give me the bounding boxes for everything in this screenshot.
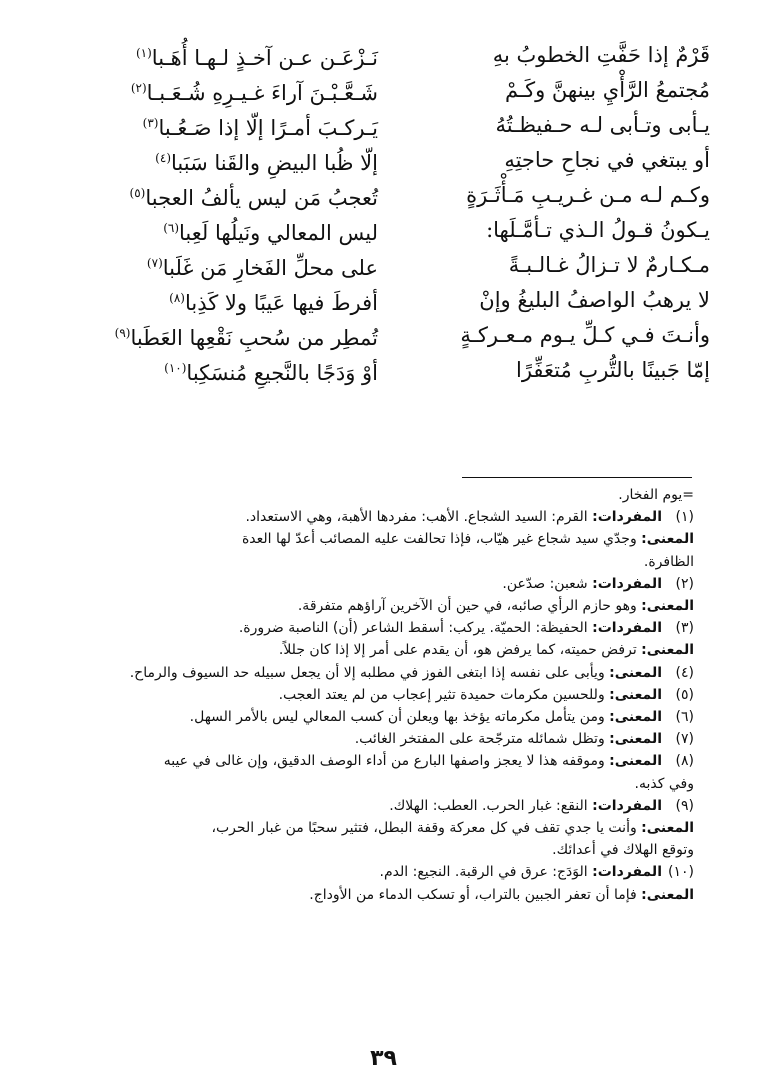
note-text: وجدّي سيد شجاع غير هيّاب، فإذا تحالفت عليه المصائب أعدّ لها العدة bbox=[241, 531, 642, 548]
verse-10 bbox=[70, 353, 710, 388]
footnote-marker: (٧) bbox=[146, 255, 163, 270]
footnote-marker: (١٠) bbox=[164, 360, 187, 375]
note-text: وموقفه هذا لا يعجز واصفها البارع من أداء الوصف الدقيق، وإن غالى في عيبه bbox=[163, 753, 610, 770]
footnote-number: (٣) bbox=[675, 620, 694, 637]
footnote-6 bbox=[60, 706, 694, 728]
verse-second-hemistich bbox=[70, 316, 378, 356]
hemistich-text: يَـركـبَ أمـرًا إلّا إذا صَـعُـبا bbox=[158, 115, 378, 140]
hemistich-text: ليس المعالي ونَيلُها لَعِبا bbox=[179, 220, 378, 245]
note-line bbox=[60, 861, 694, 883]
note-text: ترفض حميته، كما يرفض هو، أن يقدم على أمر إلا إذا كان جللاً. bbox=[278, 642, 642, 659]
verse-first-hemistich: مـكـارمٌ لا تـزالُ غـالـبـةً bbox=[508, 253, 710, 277]
footnote-continuation bbox=[60, 484, 694, 506]
verse-second-hemistich bbox=[70, 71, 378, 111]
footnote-marker: (٥) bbox=[129, 185, 146, 200]
note-line bbox=[60, 884, 694, 906]
footnote-separator bbox=[462, 477, 692, 478]
verse-first-hemistich: لا يرهبُ الواصفُ البليغُ وإنْ bbox=[479, 288, 710, 312]
hemistich-text: نَـزْعَـن عـن آخـذٍ لـهـا أُهَـبا bbox=[151, 45, 378, 70]
note-line bbox=[60, 684, 694, 706]
footnotes bbox=[60, 484, 694, 906]
footnote-marker: (٢) bbox=[130, 80, 147, 95]
note-line bbox=[60, 728, 694, 750]
note-line bbox=[60, 706, 694, 728]
verse-6 bbox=[70, 213, 710, 248]
footnote-10-vocab bbox=[60, 861, 694, 883]
note-label: المفردات: bbox=[592, 575, 662, 592]
verse-second-hemistich bbox=[70, 211, 378, 251]
poem bbox=[70, 38, 710, 388]
verse-4 bbox=[70, 143, 710, 178]
footnote-1-meaning bbox=[60, 528, 694, 572]
verse-second-hemistich bbox=[70, 36, 378, 76]
note-label: المفردات: bbox=[592, 620, 662, 637]
note-line bbox=[60, 617, 694, 639]
hemistich-text: تُعجبُ مَن ليس يألفُ العجبا bbox=[145, 185, 378, 210]
verse-first-hemistich: وأنـتَ فـي كـلِّ يـوم مـعـركـةٍ bbox=[460, 323, 710, 347]
footnote-10-meaning bbox=[60, 884, 694, 906]
verse-7 bbox=[70, 248, 710, 283]
footnote-marker: (٤) bbox=[155, 150, 171, 165]
footnote-marker: (٨) bbox=[169, 290, 185, 305]
verse-first-hemistich: مُجتمعُ الرَّأْيِ بينهنَّ وكَـمْ bbox=[504, 78, 710, 102]
note-text: ويأبى على نفسه إذا ابتغى الفوز في مطلبه إلا أن يجعل سبيله حد السيوف والرماح. bbox=[129, 664, 610, 681]
footnote-marker: (١) bbox=[135, 45, 152, 60]
note-line-cont: وتوقع الهلاك في أعدائك. bbox=[552, 842, 694, 859]
note-label: المفردات: bbox=[592, 864, 662, 881]
note-label: المعنى: bbox=[609, 686, 662, 703]
hemistich-text: على محلِّ الفَخارِ مَن غَلَبا bbox=[162, 255, 378, 280]
note-label: المعنى: bbox=[641, 598, 694, 615]
note-text: وتظل شمائله مترجّحة على المفتخر الغائب. bbox=[354, 731, 610, 748]
footnote-3-meaning bbox=[60, 639, 694, 661]
hemistich-text: إلّا ظُبا البيضِ والقَنا سَبَبا bbox=[171, 150, 378, 175]
verse-second-hemistich bbox=[70, 246, 378, 286]
note-label: المعنى: bbox=[609, 731, 662, 748]
footnote-marker: (٩) bbox=[114, 325, 131, 340]
verse-first-hemistich: وكـم لـه مـن غـريـبِ مَـأْثَـرَةٍ bbox=[466, 183, 710, 207]
footnote-2-meaning bbox=[60, 595, 694, 617]
verse-second-hemistich bbox=[70, 351, 378, 391]
footnote-5 bbox=[60, 684, 694, 706]
verse-first-hemistich: قَرْمٌ إذا حَفَّتِ الخطوبُ بهِ bbox=[492, 43, 710, 67]
note-line-cont: الظافرة. bbox=[643, 553, 694, 570]
verse-first-hemistich: إمّا جَبينًا بالتُّربِ مُتعَفِّرًا bbox=[516, 358, 710, 382]
note-line bbox=[60, 506, 694, 528]
page-number: ٣٩ bbox=[370, 1046, 397, 1071]
note-label: المفردات: bbox=[592, 797, 662, 814]
hemistich-text: أفرطَ فيها عَيبًا ولا كَذِبا bbox=[184, 290, 378, 315]
verse-second-hemistich bbox=[70, 141, 378, 181]
note-line bbox=[60, 639, 694, 661]
note-line-cont: وفي كذبه. bbox=[634, 775, 694, 792]
verse-second-hemistich bbox=[70, 281, 378, 321]
hemistich-text: شَـعَّـبْـنَ آراءَ غـيـرِهِ شُـعَـبـا bbox=[146, 80, 378, 105]
note-text: الوَدَج: عرق في الرقبة. النجيع: الدم. bbox=[379, 864, 593, 881]
note-line bbox=[60, 795, 694, 817]
note-text: القرم: السيد الشجاع. الأهب: مفردها الأهبة، وهي الاستعداد. bbox=[245, 509, 593, 526]
note-line bbox=[60, 528, 694, 550]
note-label: المعنى: bbox=[609, 709, 662, 726]
note-text: ومن يتأمل مكرماته يؤخذ بها ويعلن أن كسب المعالي ليس بالأمر السهل. bbox=[189, 709, 610, 726]
note-label: المعنى: bbox=[609, 753, 662, 770]
note-text: الحفيظة: الحميّة. يركب: أسقط الشاعر (أن) الناصبة ضرورة. bbox=[238, 620, 593, 637]
footnote-number: (٩) bbox=[675, 797, 694, 814]
footnote-number: (١٠) bbox=[668, 864, 694, 881]
note-line bbox=[60, 750, 694, 772]
footnote-8 bbox=[60, 750, 694, 794]
footnote-9-meaning bbox=[60, 817, 694, 861]
note-label: المعنى: bbox=[641, 531, 694, 548]
hemistich-text: أوْ وَدَجًا بالنَّجيعِ مُنسَكِبا bbox=[186, 360, 378, 385]
note-text: وهو حازم الرأي صائبه، في حين أن الآخرين آراؤهم متفرقة. bbox=[297, 598, 642, 615]
note-label: المعنى: bbox=[609, 664, 662, 681]
note-line bbox=[60, 573, 694, 595]
footnote-4 bbox=[60, 662, 694, 684]
footnote-number: (٢) bbox=[675, 575, 694, 592]
note-label: المفردات: bbox=[592, 509, 662, 526]
note-line bbox=[60, 817, 694, 839]
footnote-number: (٤) bbox=[675, 664, 694, 681]
verse-9 bbox=[70, 318, 710, 353]
note-text: وللحسين مكرمات حميدة تثير إعجاب من لم يعتد العجب. bbox=[278, 686, 610, 703]
footnote-number: (٧) bbox=[675, 731, 694, 748]
verse-2 bbox=[70, 73, 710, 108]
note-text: وأنت يا جدي تقف في كل معركة وقفة البطل، فتثير سحبًا من غبار الحرب، bbox=[211, 820, 642, 837]
verse-second-hemistich bbox=[70, 176, 378, 216]
footnote-7 bbox=[60, 728, 694, 750]
verse-3 bbox=[70, 108, 710, 143]
verse-first-hemistich: يـكونُ قـولُ الـذي تـأمَّـلَها: bbox=[486, 218, 710, 242]
verse-first-hemistich: يـأبى وتـأبى لـه حـفيظـتُهُ bbox=[495, 113, 710, 137]
footnote-number: (٦) bbox=[675, 709, 694, 726]
verse-8 bbox=[70, 283, 710, 318]
footnote-3-vocab bbox=[60, 617, 694, 639]
footnote-marker: (٦) bbox=[163, 220, 180, 235]
note-label: المعنى: bbox=[641, 642, 694, 659]
verse-5 bbox=[70, 178, 710, 213]
note-line bbox=[60, 595, 694, 617]
hemistich-text: تُمطِر من سُحبِ نَقْعِها العَطَبا bbox=[130, 325, 378, 350]
note-text: النقع: غبار الحرب. العطب: الهلاك. bbox=[389, 797, 593, 814]
verse-second-hemistich bbox=[70, 106, 378, 146]
note-text: فإما أن تعفر الجبين بالتراب، أو تسكب الدماء من الأوداج. bbox=[309, 886, 642, 903]
note-label: المعنى: bbox=[641, 886, 694, 903]
verse-1 bbox=[70, 38, 710, 73]
footnote-number: (١) bbox=[675, 509, 694, 526]
footnote-9-vocab bbox=[60, 795, 694, 817]
verse-first-hemistich: أو يبتغي في نجاحِ حاجتِهِ bbox=[504, 148, 710, 172]
note-line: =يوم الفخار. bbox=[618, 487, 694, 503]
note-label: المعنى: bbox=[641, 820, 694, 837]
footnote-number: (٨) bbox=[675, 753, 694, 770]
footnote-number: (٥) bbox=[675, 686, 694, 703]
note-line bbox=[60, 662, 694, 684]
footnote-1-vocab bbox=[60, 506, 694, 528]
note-text: شعبن: صدّعن. bbox=[502, 575, 593, 592]
footnote-2-vocab bbox=[60, 573, 694, 595]
footnote-marker: (٣) bbox=[142, 115, 159, 130]
